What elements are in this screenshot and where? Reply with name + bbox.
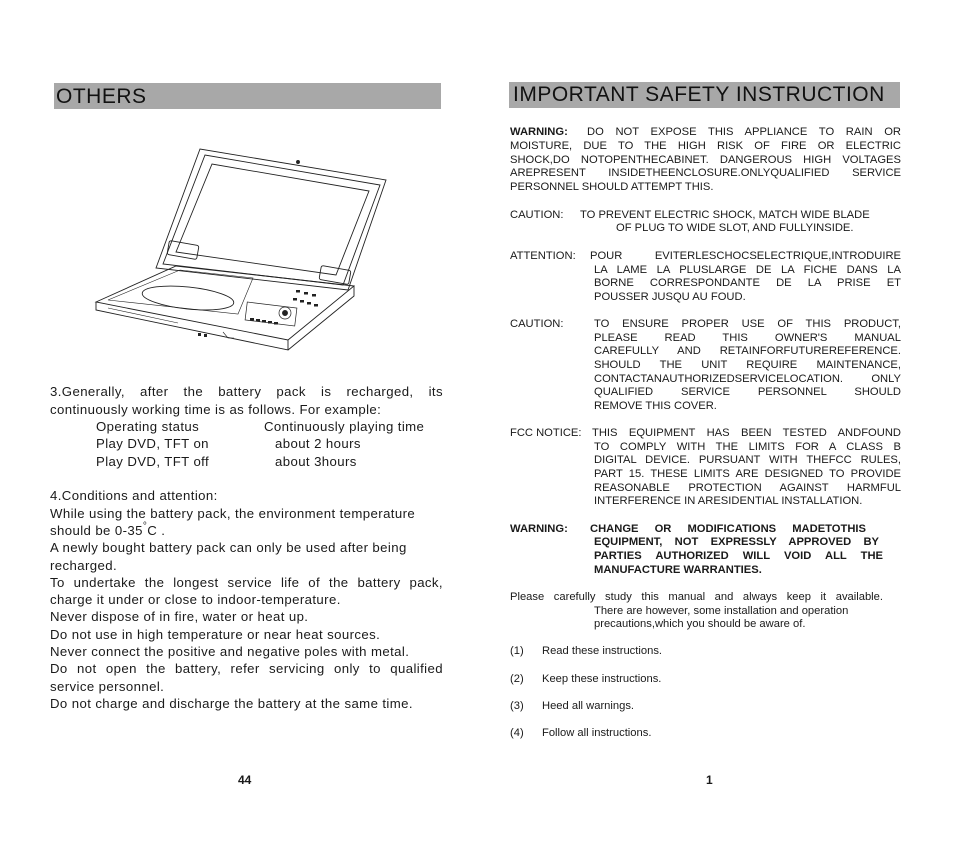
attention-text-line: BORNE CORRESPONDANTE DE LA PRISE ET	[594, 277, 901, 289]
caution-text-line: TO PREVENT ELECTRIC SHOCK, MATCH WIDE BLADE	[580, 209, 870, 221]
conditions-line: recharged.	[50, 558, 118, 573]
intro-paragraph-line: There are however, some installation and operation	[594, 605, 849, 617]
battery-paragraph-line: continuously working time is as follows. For example:	[50, 402, 382, 417]
intro-paragraph-line: precautions,which you should be aware of.	[594, 618, 806, 630]
fcc-label: FCC NOTICE:	[510, 427, 582, 439]
intro-paragraph-line: Please carefully study this manual and always keep it available.	[510, 591, 883, 603]
warning-text-line: MOISTURE, DUE TO THE HIGH RISK OF FIRE OR ELECTRIC	[510, 140, 901, 152]
table-cell: Play DVD, TFT off	[96, 454, 210, 469]
degree-symbol: °	[142, 521, 148, 532]
list-item-number: (1)	[510, 645, 524, 657]
caution-text-line: TO ENSURE PROPER USE OF THIS PRODUCT,	[594, 318, 901, 330]
conditions-line-temperature	[50, 523, 165, 538]
warning-text-line: MANUFACTURE WARRANTIES.	[594, 564, 762, 576]
list-item-number: (3)	[510, 700, 524, 712]
caution-text-line: CAREFULLY AND RETAINFORFUTUREREFERENCE.	[594, 345, 901, 357]
conditions-line: A newly bought battery pack can only be used after being	[50, 540, 407, 555]
caution-text-line: QUALIFIED SERVICE PERSONNEL SHOULD	[594, 386, 901, 398]
portable-dvd-player-illustration	[88, 140, 403, 360]
caution-text-line: CONTACTANAUTHORIZEDSERVICELOCATION. ONLY	[594, 373, 901, 385]
warning-text-line: SHOCK,DO NOTOPENTHECABINET. DANGEROUS HIGH VOLTAGES	[510, 154, 901, 166]
fcc-text-line: PART 15. THESE LIMITS ARE DESIGNED TO PROVIDE	[594, 468, 901, 480]
fcc-text-line: INTERFERENCE IN ARESIDENTIAL INSTALLATION.	[594, 495, 863, 507]
page-number-left: 44	[238, 773, 252, 787]
attention-text-line: LA LAME LA PLUSLARGE DE LA FICHE DANS LA	[594, 264, 901, 276]
fcc-text-line: THIS EQUIPMENT HAS BEEN TESTED ANDFOUND	[592, 427, 901, 439]
attention-label: ATTENTION:	[510, 250, 576, 262]
section-header-others: OTHERS	[54, 83, 441, 109]
temperature-unit: C .	[147, 523, 166, 538]
caution-label: CAUTION:	[510, 209, 564, 221]
conditions-line: charge it under or close to indoor-temperature.	[50, 592, 341, 607]
caution-label: CAUTION:	[510, 318, 564, 330]
warning-text-line: AREPRESENT INSIDETHEENCLOSURE.ONLYQUALIFIED SERVICE	[510, 167, 901, 179]
list-item-text: Heed all warnings.	[542, 700, 635, 712]
caution-text-line: REMOVE THIS COVER.	[594, 400, 717, 412]
caution-text-line: PLEASE READ THIS OWNER'S MANUAL	[594, 332, 901, 344]
fcc-text-line: TO COMPLY WITH THE LIMITS FOR A CLASS B	[594, 441, 901, 453]
warning-text-line: PARTIES AUTHORIZED WILL VOID ALL THE	[594, 550, 883, 562]
conditions-line: To undertake the longest service life of the battery pack,	[50, 575, 443, 590]
caution-text-line: SHOULD THE UNIT REQUIRE MAINTENANCE,	[594, 359, 901, 371]
conditions-line: Do not open the battery, refer servicing only to qualified	[50, 661, 443, 676]
list-item-text: Read these instructions.	[542, 645, 663, 657]
warning-text-line: DO NOT EXPOSE THIS APPLIANCE TO RAIN OR	[587, 126, 901, 138]
list-item-number: (2)	[510, 673, 524, 685]
warning-text-line: EQUIPMENT, NOT EXPRESSLY APPROVED BY	[594, 536, 879, 548]
conditions-line: Do not use in high temperature or near heat sources.	[50, 627, 381, 642]
table-cell: Play DVD, TFT on	[96, 436, 209, 451]
warning-text-line: PERSONNEL SHOULD ATTEMPT THIS.	[510, 181, 714, 193]
list-item-number: (4)	[510, 727, 524, 739]
caution-text-line: OF PLUG TO WIDE SLOT, AND FULLYINSIDE.	[616, 222, 854, 234]
conditions-line: Do not charge and discharge the battery at the same time.	[50, 696, 413, 711]
table-header-playing-time: Continuously playing time	[264, 419, 425, 434]
attention-text-line: POUSSER JUSQU AU FOUD.	[594, 291, 746, 303]
conditions-title: 4.Conditions and attention:	[50, 488, 218, 503]
fcc-text-line: DIGITAL DEVICE. PURSUANT WITH THEFCC RULES,	[594, 454, 901, 466]
warning-text-line: CHANGE OR MODIFICATIONS MADETOTHIS	[590, 523, 866, 535]
list-item-text: Follow all instructions.	[542, 727, 652, 739]
conditions-line: service personnel.	[50, 679, 165, 694]
conditions-line: Never dispose of in fire, water or heat up.	[50, 609, 309, 624]
warning-label: WARNING:	[510, 126, 568, 138]
conditions-line: Never connect the positive and negative poles with metal.	[50, 644, 410, 659]
warning-label: WARNING:	[510, 523, 568, 535]
table-header-operating-status: Operating status	[96, 419, 200, 434]
attention-text-line: POUR EVITERLESCHOCSELECTRIQUE,INTRODUIRE	[590, 250, 901, 262]
list-item-text: Keep these instructions.	[542, 673, 662, 685]
table-cell: about 2 hours	[275, 436, 361, 451]
table-cell: about 3hours	[275, 454, 357, 469]
conditions-line: While using the battery pack, the environment temperature	[50, 506, 416, 521]
section-header-safety: IMPORTANT SAFETY INSTRUCTION	[509, 82, 900, 108]
fcc-text-line: REASONABLE PROTECTION AGAINST HARMFUL	[594, 482, 901, 494]
page-number-right: 1	[706, 773, 713, 787]
temperature-text: should be 0-35	[50, 523, 143, 538]
battery-paragraph-line: 3.Generally, after the battery pack is recharged, its	[50, 384, 443, 399]
